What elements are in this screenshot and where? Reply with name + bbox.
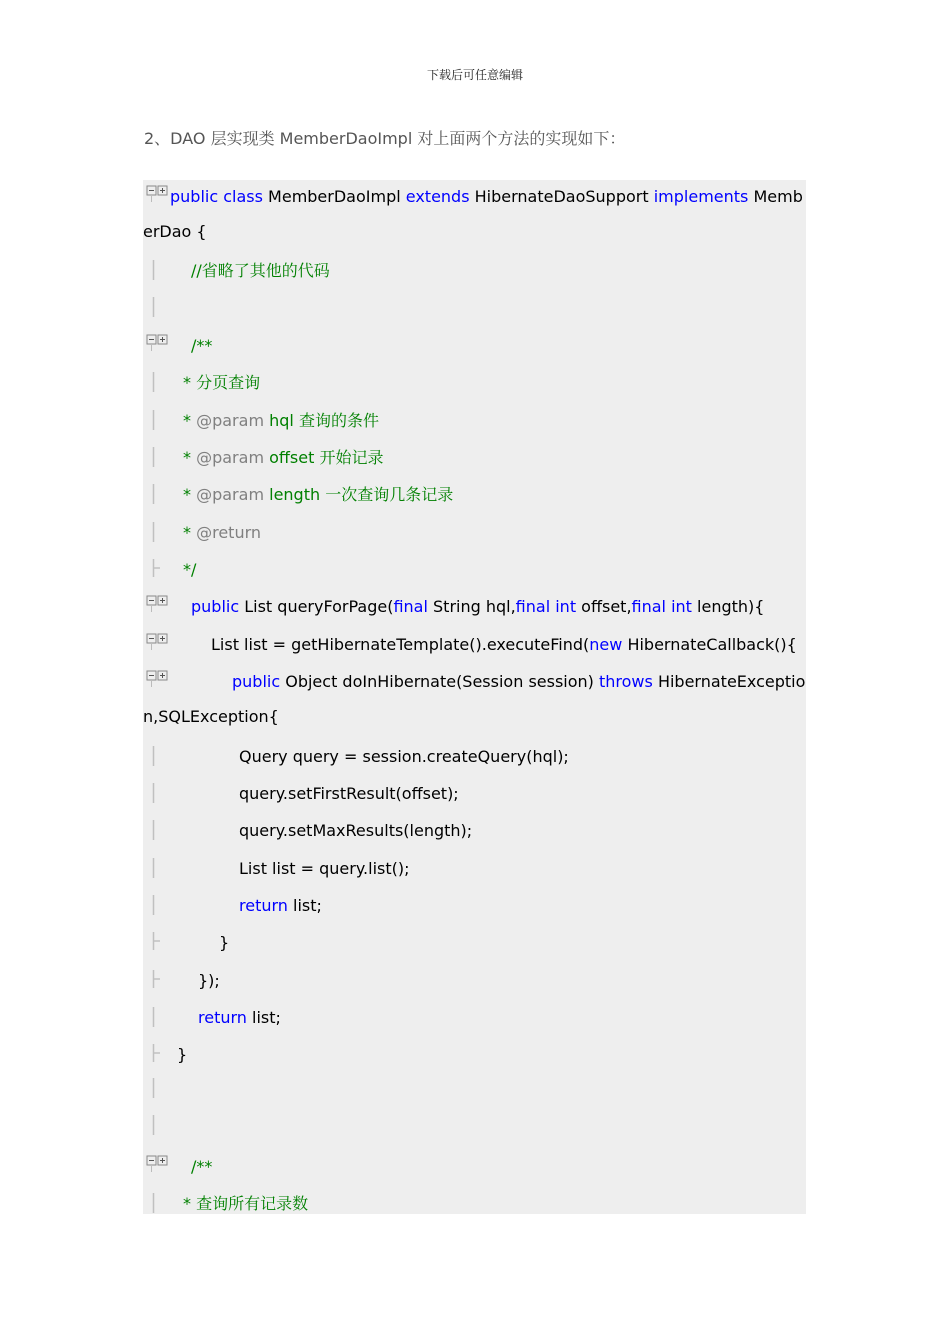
code-line bbox=[143, 370, 823, 396]
fold-guide-icon bbox=[148, 746, 172, 764]
code-line bbox=[143, 333, 823, 359]
code-text bbox=[183, 482, 453, 508]
code-doc-tag: @return bbox=[196, 523, 262, 542]
code-comment: length 一次查询几条记录 bbox=[264, 485, 454, 504]
code-comment: * bbox=[183, 485, 197, 504]
fold-guide-icon bbox=[148, 447, 172, 465]
fold-guide-icon bbox=[148, 1007, 172, 1025]
code-comment: //省略了其他的代码 bbox=[191, 261, 330, 280]
code-text bbox=[170, 184, 803, 210]
code-line bbox=[143, 1076, 823, 1102]
code-line bbox=[143, 1113, 823, 1139]
code-comment: /** bbox=[191, 336, 213, 355]
fold-end-icon bbox=[148, 559, 172, 577]
code-token: erDao { bbox=[143, 222, 207, 241]
code-token: list; bbox=[287, 896, 322, 915]
code-text bbox=[191, 258, 330, 284]
code-line bbox=[143, 482, 823, 508]
code-comment: hql 查询的条件 bbox=[264, 411, 379, 430]
code-block bbox=[143, 180, 806, 1214]
code-text bbox=[183, 408, 379, 434]
code-text bbox=[239, 893, 322, 919]
fold-toggle-icon[interactable] bbox=[146, 1154, 170, 1172]
fold-guide-icon bbox=[148, 820, 172, 838]
code-token: } bbox=[177, 1045, 188, 1064]
code-text bbox=[239, 856, 410, 882]
code-text bbox=[211, 632, 797, 658]
code-token: HibernateExceptio bbox=[652, 672, 806, 691]
fold-toggle-icon[interactable] bbox=[146, 594, 170, 612]
fold-end-icon bbox=[148, 970, 172, 988]
code-line bbox=[143, 1154, 823, 1180]
code-doc-tag: @param bbox=[196, 448, 265, 467]
intro-paragraph: 2、DAO 层实现类 MemberDaoImpl 对上面两个方法的实现如下： bbox=[144, 129, 626, 148]
code-text bbox=[239, 744, 569, 770]
code-text bbox=[232, 669, 805, 695]
code-line bbox=[143, 704, 823, 730]
code-token: Memb bbox=[748, 187, 803, 206]
code-text bbox=[183, 1191, 308, 1217]
code-token: query.setMaxResults(length); bbox=[239, 821, 473, 840]
code-line bbox=[143, 184, 823, 210]
code-line bbox=[143, 893, 823, 919]
code-line bbox=[143, 445, 823, 471]
code-keyword: final int bbox=[631, 597, 692, 616]
code-comment: * 分页查询 bbox=[183, 373, 261, 392]
code-comment: /** bbox=[191, 1157, 213, 1176]
code-doc-tag: @param bbox=[196, 485, 265, 504]
code-token: List queryForPage( bbox=[239, 597, 394, 616]
code-line bbox=[143, 295, 823, 321]
code-line bbox=[143, 557, 823, 583]
code-line bbox=[143, 1191, 823, 1217]
fold-guide-icon bbox=[148, 484, 172, 502]
code-doc-tag: @param bbox=[196, 411, 265, 430]
code-text bbox=[143, 704, 279, 730]
code-line bbox=[143, 408, 823, 434]
code-line bbox=[143, 930, 823, 956]
code-keyword: implements bbox=[653, 187, 749, 206]
code-keyword: final bbox=[393, 597, 428, 616]
code-token: } bbox=[219, 933, 230, 952]
code-comment: */ bbox=[183, 560, 197, 579]
code-line bbox=[143, 1042, 823, 1068]
code-keyword: final int bbox=[515, 597, 577, 616]
code-token: offset, bbox=[576, 597, 632, 616]
code-line bbox=[143, 632, 823, 658]
code-line bbox=[143, 520, 823, 546]
code-text bbox=[177, 1042, 187, 1068]
code-token: HibernateDaoSupport bbox=[469, 187, 654, 206]
code-token: MemberDaoImpl bbox=[262, 187, 406, 206]
fold-guide-icon bbox=[148, 260, 172, 278]
code-token: HibernateCallback(){ bbox=[622, 635, 797, 654]
code-comment: offset 开始记录 bbox=[264, 448, 384, 467]
code-token: Object doInHibernate(Session session) bbox=[280, 672, 599, 691]
code-token: }); bbox=[198, 971, 220, 990]
code-text bbox=[183, 520, 261, 546]
fold-guide-icon bbox=[148, 1193, 172, 1211]
code-text bbox=[198, 968, 220, 994]
code-text bbox=[183, 557, 196, 583]
code-token: n,SQLException{ bbox=[143, 707, 279, 726]
fold-guide-icon bbox=[148, 783, 172, 801]
code-token: Query query = session.createQuery(hql); bbox=[239, 747, 569, 766]
code-text bbox=[239, 818, 472, 844]
code-line bbox=[143, 818, 823, 844]
code-text bbox=[143, 219, 207, 245]
code-comment: * bbox=[183, 411, 197, 430]
code-token: List list = getHibernateTemplate().executeFind( bbox=[211, 635, 590, 654]
fold-toggle-icon[interactable] bbox=[146, 669, 170, 687]
fold-toggle-icon[interactable] bbox=[146, 184, 170, 202]
code-text bbox=[191, 1154, 212, 1180]
fold-guide-icon bbox=[148, 410, 172, 428]
code-text bbox=[219, 930, 229, 956]
fold-toggle-icon[interactable] bbox=[146, 333, 170, 351]
code-line bbox=[143, 781, 823, 807]
code-text bbox=[183, 370, 260, 396]
fold-guide-icon bbox=[148, 1115, 172, 1133]
code-token: list; bbox=[246, 1008, 281, 1027]
fold-end-icon bbox=[148, 1044, 172, 1062]
code-line bbox=[143, 594, 823, 620]
fold-guide-icon bbox=[148, 372, 172, 390]
code-line bbox=[143, 669, 823, 695]
page-header: 下载后可任意编辑 bbox=[426, 68, 523, 82]
code-keyword: return bbox=[198, 1008, 247, 1027]
code-comment: * 查询所有记录数 bbox=[183, 1194, 309, 1213]
code-line bbox=[143, 744, 823, 770]
code-keyword: public bbox=[191, 597, 240, 616]
code-line bbox=[143, 258, 823, 284]
code-text bbox=[191, 594, 764, 620]
code-keyword: return bbox=[239, 896, 288, 915]
code-line bbox=[143, 1005, 823, 1031]
code-keyword: new bbox=[589, 635, 623, 654]
code-token: length){ bbox=[691, 597, 765, 616]
fold-guide-icon bbox=[148, 297, 172, 315]
code-token: query.setFirstResult(offset); bbox=[239, 784, 459, 803]
fold-toggle-icon[interactable] bbox=[146, 632, 170, 650]
code-token: List list = query.list(); bbox=[239, 859, 410, 878]
fold-guide-icon bbox=[148, 895, 172, 913]
code-token: String hql, bbox=[427, 597, 516, 616]
code-keyword: throws bbox=[599, 672, 653, 691]
code-line bbox=[143, 219, 823, 245]
code-text bbox=[239, 781, 459, 807]
code-comment: * bbox=[183, 448, 197, 467]
fold-guide-icon bbox=[148, 1078, 172, 1096]
code-line bbox=[143, 856, 823, 882]
fold-guide-icon bbox=[148, 522, 172, 540]
code-text bbox=[198, 1005, 281, 1031]
code-comment: * bbox=[183, 523, 197, 542]
fold-guide-icon bbox=[148, 858, 172, 876]
code-text bbox=[183, 445, 383, 471]
code-line bbox=[143, 968, 823, 994]
code-keyword: public bbox=[232, 672, 281, 691]
code-keyword: public class bbox=[170, 187, 263, 206]
fold-end-icon bbox=[148, 932, 172, 950]
code-keyword: extends bbox=[405, 187, 470, 206]
code-text bbox=[191, 333, 212, 359]
